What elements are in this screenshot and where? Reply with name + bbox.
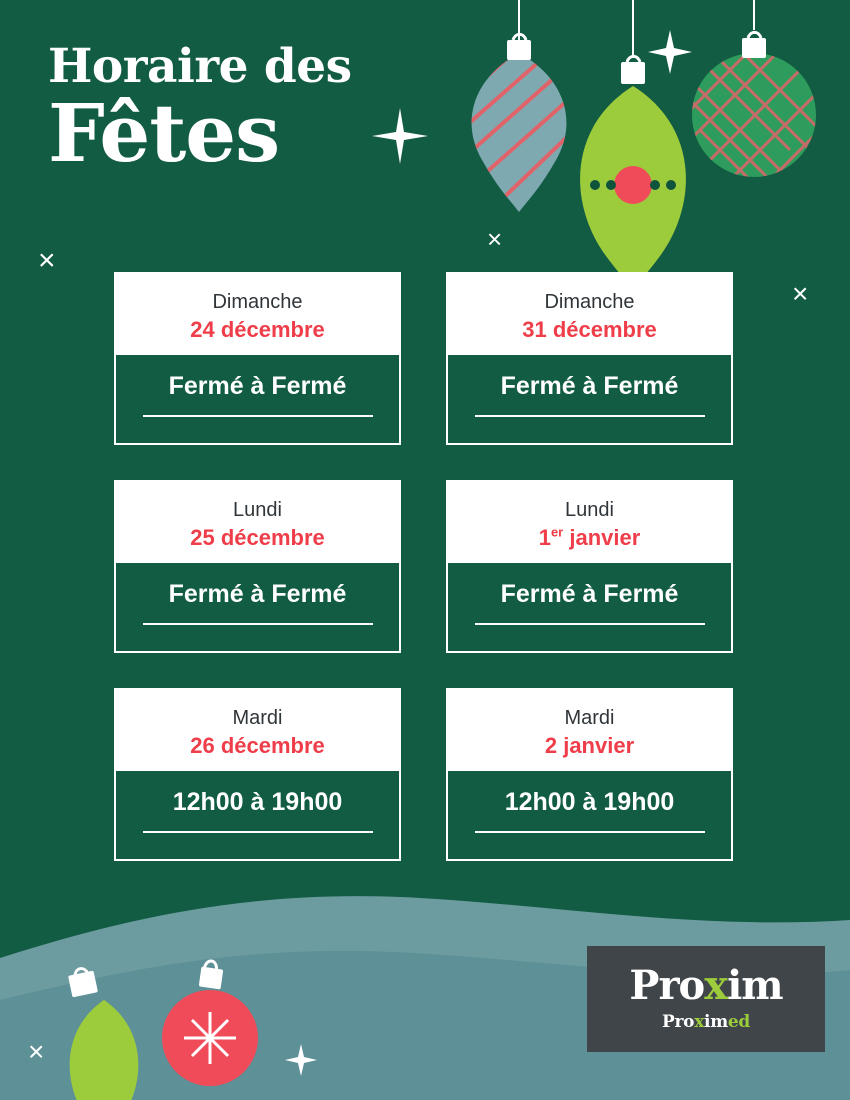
card-body bbox=[116, 563, 399, 651]
card-header bbox=[116, 690, 399, 771]
card-day: Mardi bbox=[232, 706, 283, 729]
logo-part-2: im bbox=[727, 962, 783, 1009]
card-body bbox=[116, 771, 399, 859]
schedule-card bbox=[114, 272, 401, 445]
card-date: 31 décembre bbox=[522, 317, 657, 342]
card-date-number: 1 bbox=[538, 524, 551, 550]
logo-sub-part-1: Pro bbox=[662, 1012, 695, 1032]
logo-subbrand bbox=[662, 1012, 750, 1032]
logo-sub-part-2: im bbox=[704, 1012, 728, 1032]
card-date: 2 janvier bbox=[544, 732, 635, 758]
card-body bbox=[448, 563, 731, 651]
card-header bbox=[448, 690, 731, 771]
card-hours: Fermé à Fermé bbox=[475, 373, 705, 417]
card-day: Dimanche bbox=[544, 291, 635, 313]
ornament-green-drop-bottom bbox=[68, 967, 138, 1100]
card-date-suffix: er bbox=[550, 524, 564, 540]
ornament-red-ball bbox=[162, 960, 258, 1086]
schedule-grid bbox=[114, 272, 734, 861]
xmark-left-upper: × bbox=[38, 244, 56, 277]
card-hours: Fermé à Fermé bbox=[143, 373, 373, 417]
card-date: 24 décembre bbox=[190, 317, 325, 342]
card-header bbox=[116, 274, 399, 355]
card-day: Lundi bbox=[565, 498, 614, 521]
card-hours: Fermé à Fermé bbox=[143, 581, 373, 625]
card-hours: 12h00 à 19h00 bbox=[143, 789, 373, 833]
xmark-bottom-left: × bbox=[28, 1036, 45, 1067]
schedule-card bbox=[446, 480, 733, 653]
schedule-card bbox=[114, 688, 401, 861]
card-day: Lundi bbox=[233, 498, 282, 521]
logo-x-glyph: x bbox=[704, 962, 728, 1009]
schedule-card bbox=[446, 272, 733, 445]
card-header bbox=[448, 274, 731, 355]
xmark-middle: × bbox=[487, 224, 503, 254]
card-day: Mardi bbox=[564, 706, 615, 729]
card-header bbox=[116, 482, 399, 563]
card-date: 26 décembre bbox=[190, 732, 325, 758]
sparkle-small bbox=[648, 30, 692, 74]
ornaments-bottom bbox=[0, 890, 400, 1100]
card-day: Dimanche bbox=[212, 291, 303, 313]
ornament-plaid-green bbox=[680, 0, 830, 210]
ornament-striped-teal bbox=[450, 10, 590, 245]
schedule-card bbox=[114, 480, 401, 653]
xmark-right: × bbox=[792, 278, 809, 309]
card-date: 25 décembre bbox=[190, 524, 325, 550]
brand-logo bbox=[587, 946, 825, 1052]
card-header bbox=[448, 482, 731, 563]
title-line-1: Horaire des bbox=[48, 39, 352, 94]
page-title bbox=[48, 39, 352, 181]
card-date bbox=[458, 525, 721, 551]
logo-wordmark bbox=[629, 962, 783, 1009]
card-body bbox=[116, 355, 399, 443]
card-date-month: janvier bbox=[563, 524, 641, 550]
title-line-2: Fêtes bbox=[48, 86, 280, 181]
logo-part-1: Pro bbox=[629, 962, 705, 1009]
ornament-green-drop bbox=[580, 56, 686, 290]
logo-sub-ed: ed bbox=[727, 1012, 750, 1032]
card-body bbox=[448, 771, 731, 859]
card-body bbox=[448, 355, 731, 443]
card-hours: Fermé à Fermé bbox=[475, 581, 705, 625]
schedule-card bbox=[446, 688, 733, 861]
card-hours: 12h00 à 19h00 bbox=[475, 789, 705, 833]
logo-sub-x-glyph: x bbox=[694, 1012, 705, 1032]
